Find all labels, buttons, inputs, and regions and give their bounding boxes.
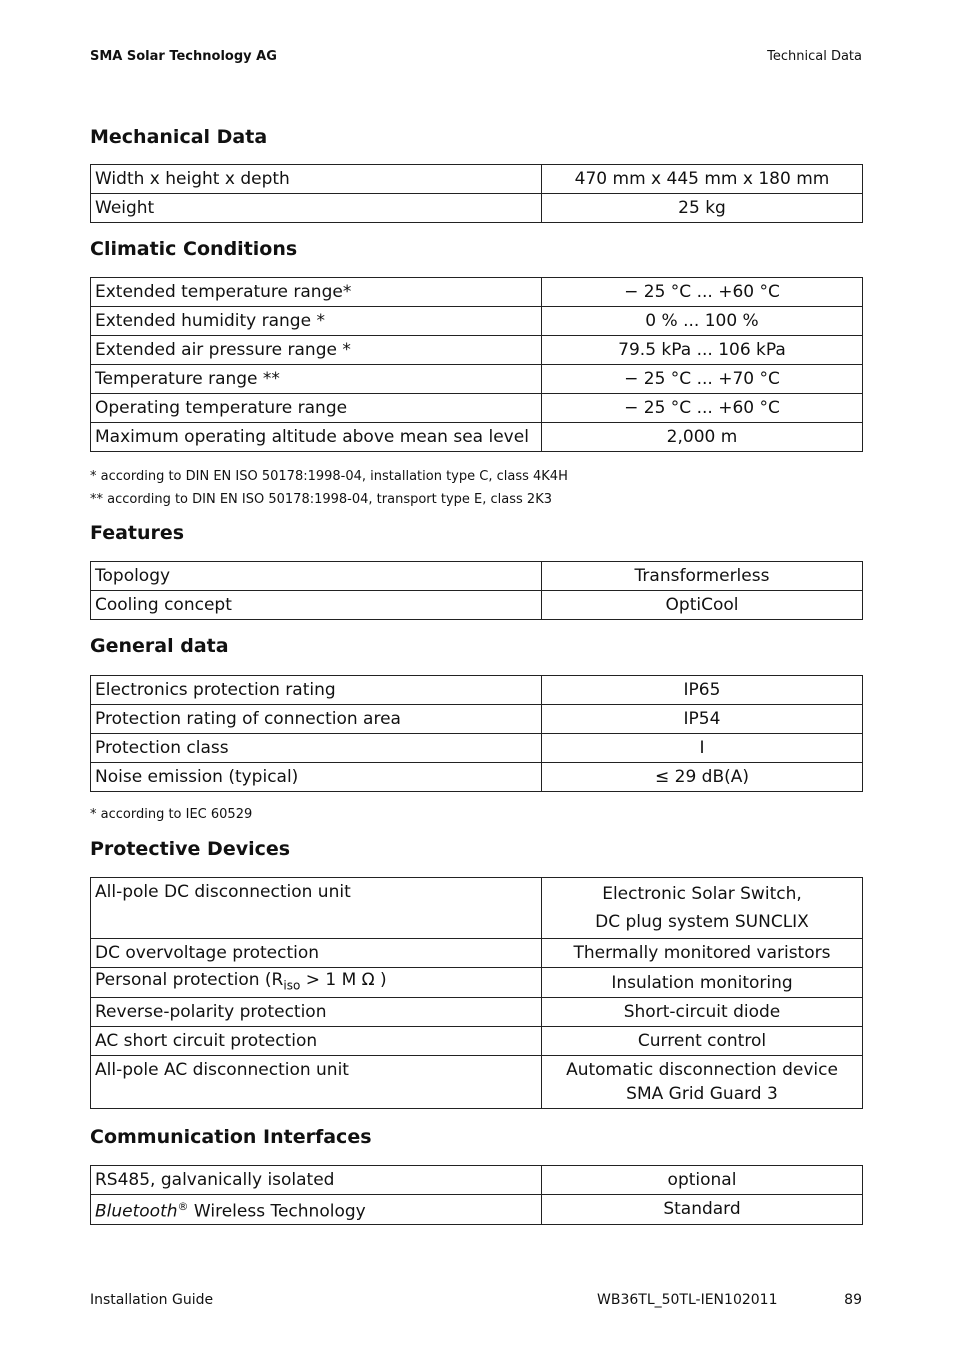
section-title-mechanical: Mechanical Data bbox=[90, 126, 268, 148]
footer-doc-code: WB36TL_50TL-IEN102011 bbox=[597, 1292, 778, 1308]
row-label: DC overvoltage protection bbox=[91, 939, 542, 968]
table-row bbox=[91, 968, 863, 998]
footnote: * according to IEC 60529 bbox=[90, 807, 253, 822]
communication-table bbox=[90, 1165, 863, 1225]
row-label: Maximum operating altitude above mean sea level bbox=[91, 423, 542, 452]
section-title-communication: Communication Interfaces bbox=[90, 1126, 372, 1148]
table-row bbox=[91, 1027, 863, 1056]
row-value: Thermally monitored varistors bbox=[542, 939, 863, 968]
label-superscript: ® bbox=[177, 1200, 189, 1213]
section-title-climatic: Climatic Conditions bbox=[90, 238, 298, 260]
row-value: Insulation monitoring bbox=[542, 968, 863, 998]
climatic-table bbox=[90, 277, 863, 452]
footer-doc-type: Installation Guide bbox=[90, 1292, 214, 1308]
value-line: SMA Grid Guard 3 bbox=[626, 1084, 778, 1105]
section-title-protective: Protective Devices bbox=[90, 838, 291, 860]
row-label: Cooling concept bbox=[91, 591, 542, 620]
table-row bbox=[91, 591, 863, 620]
table-row bbox=[91, 336, 863, 365]
row-value: − 25 °C ... +60 °C bbox=[542, 278, 863, 307]
row-value: Standard bbox=[542, 1195, 863, 1225]
row-value: − 25 °C ... +70 °C bbox=[542, 365, 863, 394]
row-value: IP65 bbox=[542, 676, 863, 705]
table-row bbox=[91, 562, 863, 591]
table-row bbox=[91, 878, 863, 939]
section-title-features: Features bbox=[90, 522, 185, 544]
label-italic: Bluetooth bbox=[95, 1201, 178, 1222]
row-label: Noise emission (typical) bbox=[91, 763, 542, 792]
table-row bbox=[91, 165, 863, 194]
row-label: Width x height x depth bbox=[91, 165, 542, 194]
row-label: All-pole AC disconnection unit bbox=[91, 1056, 542, 1109]
row-label: AC short circuit protection bbox=[91, 1027, 542, 1056]
row-value: − 25 °C ... +60 °C bbox=[542, 394, 863, 423]
row-value bbox=[542, 1056, 863, 1109]
row-value: OptiCool bbox=[542, 591, 863, 620]
row-label bbox=[91, 1195, 542, 1225]
table-row bbox=[91, 1056, 863, 1109]
row-label: Extended humidity range * bbox=[91, 307, 542, 336]
table-row bbox=[91, 394, 863, 423]
row-label bbox=[91, 968, 542, 998]
row-label: Operating temperature range bbox=[91, 394, 542, 423]
row-label: Reverse-polarity protection bbox=[91, 998, 542, 1027]
row-value: ≤ 29 dB(A) bbox=[542, 763, 863, 792]
row-value: Current control bbox=[542, 1027, 863, 1056]
footnote: ** according to DIN EN ISO 50178:1998-04, transport type E, class 2K3 bbox=[90, 492, 552, 507]
row-value: IP54 bbox=[542, 705, 863, 734]
row-label: Weight bbox=[91, 194, 542, 223]
table-row bbox=[91, 676, 863, 705]
header-company: SMA Solar Technology AG bbox=[90, 49, 277, 64]
row-value: I bbox=[542, 734, 863, 763]
row-value: Transformerless bbox=[542, 562, 863, 591]
row-label: Electronics protection rating bbox=[91, 676, 542, 705]
row-label: Protection class bbox=[91, 734, 542, 763]
general-table bbox=[90, 675, 863, 792]
row-value: 0 % ... 100 % bbox=[542, 307, 863, 336]
table-row bbox=[91, 194, 863, 223]
footer-page-number: 89 bbox=[844, 1292, 862, 1308]
row-label: Extended air pressure range * bbox=[91, 336, 542, 365]
table-row bbox=[91, 1195, 863, 1225]
mechanical-table bbox=[90, 164, 863, 223]
value-line: Electronic Solar Switch, bbox=[602, 884, 802, 904]
table-row bbox=[91, 307, 863, 336]
row-value: 79.5 kPa ... 106 kPa bbox=[542, 336, 863, 365]
section-title-general: General data bbox=[90, 635, 229, 657]
row-value: 25 kg bbox=[542, 194, 863, 223]
row-label: All-pole DC disconnection unit bbox=[91, 878, 542, 939]
table-row bbox=[91, 705, 863, 734]
table-row bbox=[91, 763, 863, 792]
value-line: DC plug system SUNCLIX bbox=[595, 912, 809, 932]
label-text: Personal protection (R bbox=[95, 970, 284, 990]
table-row bbox=[91, 998, 863, 1027]
protective-table bbox=[90, 877, 863, 1109]
label-subscript: iso bbox=[283, 978, 301, 993]
row-label: Topology bbox=[91, 562, 542, 591]
label-text: Wireless Technology bbox=[188, 1201, 366, 1222]
value-line: Automatic disconnection device bbox=[566, 1060, 838, 1081]
row-value: 470 mm x 445 mm x 180 mm bbox=[542, 165, 863, 194]
row-label: Protection rating of connection area bbox=[91, 705, 542, 734]
row-value bbox=[542, 878, 863, 939]
table-row bbox=[91, 278, 863, 307]
label-text: > 1 M Ω ) bbox=[300, 970, 387, 990]
table-row bbox=[91, 365, 863, 394]
row-label: Extended temperature range* bbox=[91, 278, 542, 307]
footnote: * according to DIN EN ISO 50178:1998-04, installation type C, class 4K4H bbox=[90, 469, 568, 484]
table-row bbox=[91, 734, 863, 763]
row-value: 2,000 m bbox=[542, 423, 863, 452]
row-value: optional bbox=[542, 1166, 863, 1195]
header-chapter: Technical Data bbox=[767, 49, 862, 64]
table-row bbox=[91, 1166, 863, 1195]
row-label: RS485, galvanically isolated bbox=[91, 1166, 542, 1195]
row-label: Temperature range ** bbox=[91, 365, 542, 394]
table-row bbox=[91, 423, 863, 452]
table-row bbox=[91, 939, 863, 968]
features-table bbox=[90, 561, 863, 620]
row-value: Short-circuit diode bbox=[542, 998, 863, 1027]
